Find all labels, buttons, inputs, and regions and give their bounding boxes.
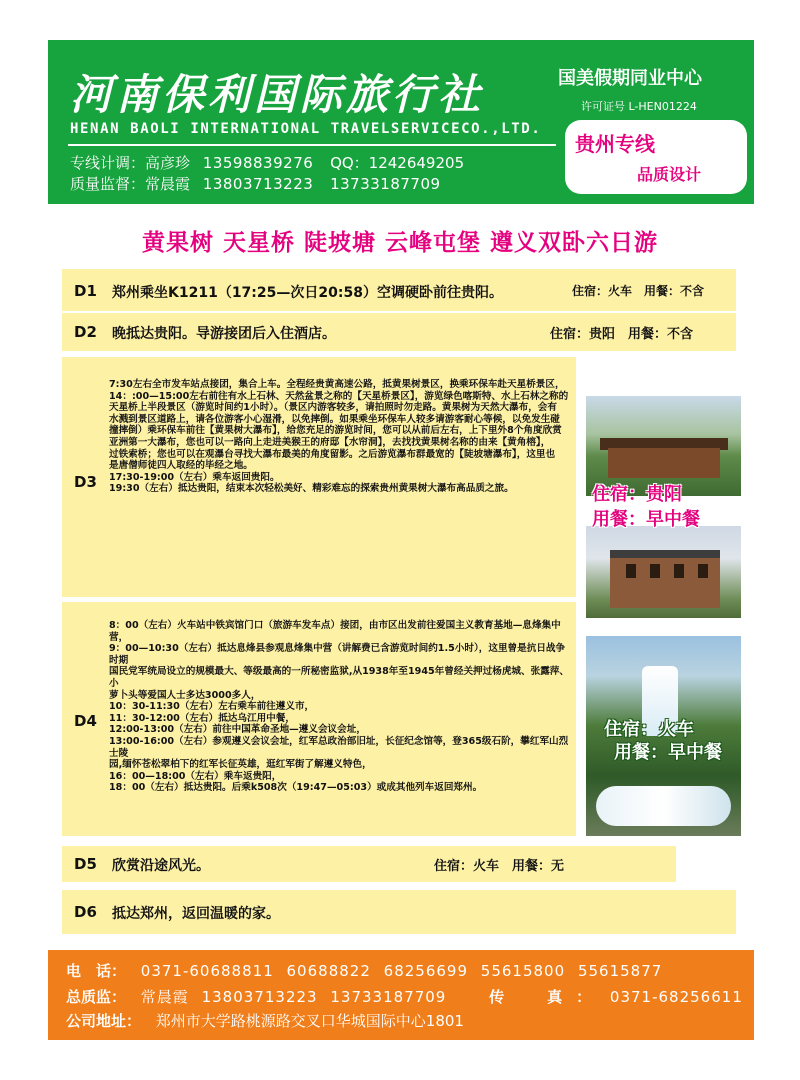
day-code: D6 bbox=[74, 903, 97, 921]
day-stay-meal: 住宿：火车 用餐：无 bbox=[434, 859, 565, 874]
phone-number: 55615877 bbox=[577, 962, 663, 980]
detail-line: 8：00（左右）火车站中铁宾馆门口（旅游车发车点）接团，由市区出发前往爱国主义教育基地—息烽集中营， bbox=[109, 620, 561, 643]
detail-line: 萝卜头等爱国人士多达3000多人， bbox=[109, 689, 261, 701]
supervisor-name: 常晨霞 bbox=[140, 988, 189, 1006]
agency-center-name: 国美假期同业中心 bbox=[558, 68, 702, 89]
company-name-cn: 河南保利国际旅行社 bbox=[70, 70, 485, 119]
day-code: D3 bbox=[74, 473, 97, 491]
detail-line: 水溅到景区道路上，请各位游客小心湿滑，以免摔倒。如果乘坐环保车人较多请游客耐心等候，以免发生碰 bbox=[109, 413, 560, 425]
quality-label: 质量监督：常晨霞 bbox=[70, 175, 191, 193]
license-number: 许可证号 L-HEN01224 bbox=[581, 100, 697, 113]
day-code: D2 bbox=[74, 323, 97, 341]
planner-label: 专线计调：高彦珍 bbox=[70, 154, 191, 172]
itinerary-day-2 bbox=[62, 313, 736, 351]
detail-line: 国民党军统局设立的规模最大、等级最高的一所秘密监狱,从1938年至1945年曾经关押过杨虎城、张露萍、小 bbox=[109, 666, 569, 689]
d3-stay-overlay: 住宿：贵阳 bbox=[592, 484, 682, 505]
photo-window-shape bbox=[698, 564, 708, 578]
detail-line: 17:30-19:00（左右）乘车返回贵阳。 bbox=[109, 471, 280, 483]
detail-line: 12:00-13:00（左右）前往中国革命圣地—遵义会议会址， bbox=[109, 724, 366, 736]
phone-number: 60688822 bbox=[286, 962, 371, 980]
badge-title: 贵州专线 bbox=[575, 132, 655, 156]
detail-line: 天星桥上半段景区（游览时间约1小时）。（景区内游客较多，请拍照时勿走路。黄果树为天然大瀑布，会有 bbox=[109, 402, 557, 414]
footer-supervisor-row bbox=[66, 986, 751, 1007]
detail-line: 14：:00—15:00左右前往有水上石林、天然盆景之称的【天星桥景区】，游览绿色喀斯特、水上石林之称的 bbox=[109, 390, 569, 402]
photo-house-shape bbox=[610, 550, 720, 608]
itinerary-day-4 bbox=[62, 602, 576, 836]
quality-phone-2: 13733187709 bbox=[330, 175, 441, 193]
d3-meal-overlay: 用餐：早中餐 bbox=[592, 509, 700, 530]
detail-line: 19:30（左右）抵达贵阳，结束本次轻松美好、精彩难忘的探索贵州黄果树大瀑布高品质之旅。 bbox=[109, 483, 514, 495]
detail-line: 亚洲第一大瀑布，您也可以一路向上走进美猴王的府邸【水帘洞】，去找找黄果树名称的由来【黄角榕】， bbox=[109, 436, 551, 448]
quality-contact bbox=[70, 173, 453, 194]
footer-address-row bbox=[66, 1010, 464, 1031]
phone-number: 68256699 bbox=[383, 962, 469, 980]
supervisor-phone: 13733187709 bbox=[330, 988, 447, 1006]
supervisor-label: 总质监： bbox=[66, 988, 127, 1006]
header-divider bbox=[68, 144, 556, 146]
detail-line: 是唐僧师徒四人取经的毕经之地。 bbox=[109, 460, 253, 472]
detail-line: 18：00（左右）抵达贵阳。后乘k508次（19:47—05:03）或成其他列车返回郑州。 bbox=[109, 782, 483, 794]
historic-building-photo bbox=[586, 526, 741, 618]
detail-line: 9：00—10:30（左右）抵达息烽县参观息烽集中营（讲解费已含游览时间约1.5小时），这里曾是抗日战争时期 bbox=[109, 643, 566, 666]
fax-label: 传 真： bbox=[489, 988, 606, 1006]
fax-number: 0371-68256611 bbox=[609, 988, 743, 1006]
planner-contact bbox=[70, 152, 472, 173]
photo-window-shape bbox=[626, 564, 636, 578]
company-name-en: HENAN BAOLI INTERNATIONAL TRAVELSERVICECO.,LTD. bbox=[70, 121, 542, 137]
supervisor-phone: 13803713223 bbox=[201, 988, 318, 1006]
footer-phone-row bbox=[66, 960, 670, 981]
detail-line: 园,缅怀苍松翠柏下的红军长征英雄，逛红军街了解遵义特色， bbox=[109, 759, 372, 771]
badge-subtitle: 品质设计 bbox=[637, 165, 702, 184]
day-description: 抵达郑州，返回温暖的家。 bbox=[112, 906, 280, 922]
day-description: 晚抵达贵阳。导游接团后入住酒店。 bbox=[112, 326, 336, 342]
detail-line: 11：30-12:00（左右）抵达乌江用中餐， bbox=[109, 712, 295, 724]
detail-line: 7:30左右全市发车站点接团，集合上车。全程经贵黄高速公路，抵黄果树景区，换乘环保车赴天星桥景区， bbox=[109, 379, 565, 390]
itinerary-day-6 bbox=[62, 890, 736, 934]
planner-phone: 13598839276 bbox=[202, 154, 314, 172]
day-detail bbox=[109, 620, 573, 794]
detail-line: 16：00—18:00（左右）乘车返贵阳， bbox=[109, 770, 282, 782]
day-description: 欣赏沿途风光。 bbox=[112, 858, 210, 874]
day-stay-meal: 住宿：火车 用餐：不含 bbox=[572, 284, 705, 298]
d4-stay-overlay: 住宿：火车 bbox=[604, 719, 694, 740]
itinerary-day-3 bbox=[62, 357, 576, 597]
phone-number: 0371-60688811 bbox=[140, 962, 274, 980]
itinerary-day-5 bbox=[62, 846, 676, 882]
day-code: D1 bbox=[74, 282, 97, 300]
photo-building-shape bbox=[608, 448, 720, 478]
detail-line: 10：30-11:30（左右）左右乘车前往遵义市， bbox=[109, 701, 315, 713]
phone-label: 电 话： bbox=[66, 962, 127, 980]
detail-line: 过铁索桥；您也可以在观瀑台寻找大瀑布最美的角度留影。之后游览瀑布群最宽的【陡坡塘瀑布】，这里也 bbox=[109, 448, 556, 460]
day-description: 郑州乘坐K1211（17:25—次日20:58）空调硬卧前往贵阳。 bbox=[112, 285, 503, 301]
itinerary-day-1 bbox=[62, 269, 736, 311]
d4-meal-overlay: 用餐：早中餐 bbox=[614, 742, 722, 763]
footer-contact-bar bbox=[48, 950, 754, 1040]
route-title: 黄果树 天星桥 陡坡塘 云峰屯堡 遵义双卧六日游 bbox=[141, 230, 659, 256]
detail-line: 撞摔倒）乘环保车前往【黄果树大瀑布】，给您充足的游览时间，您可以从前后左右，上下里外8个角度欣赏 bbox=[109, 425, 562, 437]
guizhou-line-badge bbox=[565, 120, 747, 194]
day-code: D5 bbox=[74, 855, 97, 873]
photo-window-shape bbox=[650, 564, 660, 578]
address-label: 公司地址： bbox=[66, 1012, 142, 1030]
address-text: 郑州市大学路桃源路交叉口华城国际中心1801 bbox=[155, 1012, 464, 1030]
header-banner bbox=[48, 40, 754, 204]
day-code: D4 bbox=[74, 712, 97, 730]
detail-line: 13:00-16:00（左右）参观遵义会议会址，红军总政治部旧址，长征纪念馆等，登365级石阶，攀红军山烈士陵 bbox=[109, 735, 569, 759]
photo-window-shape bbox=[674, 564, 684, 578]
day-stay-meal: 住宿：贵阳 用餐：不含 bbox=[550, 327, 694, 342]
day-detail bbox=[109, 379, 573, 495]
phone-number: 55615800 bbox=[480, 962, 566, 980]
photo-stream-shape bbox=[596, 786, 731, 826]
planner-qq: QQ：1242649205 bbox=[330, 154, 465, 172]
quality-phone-1: 13803713223 bbox=[202, 175, 314, 193]
